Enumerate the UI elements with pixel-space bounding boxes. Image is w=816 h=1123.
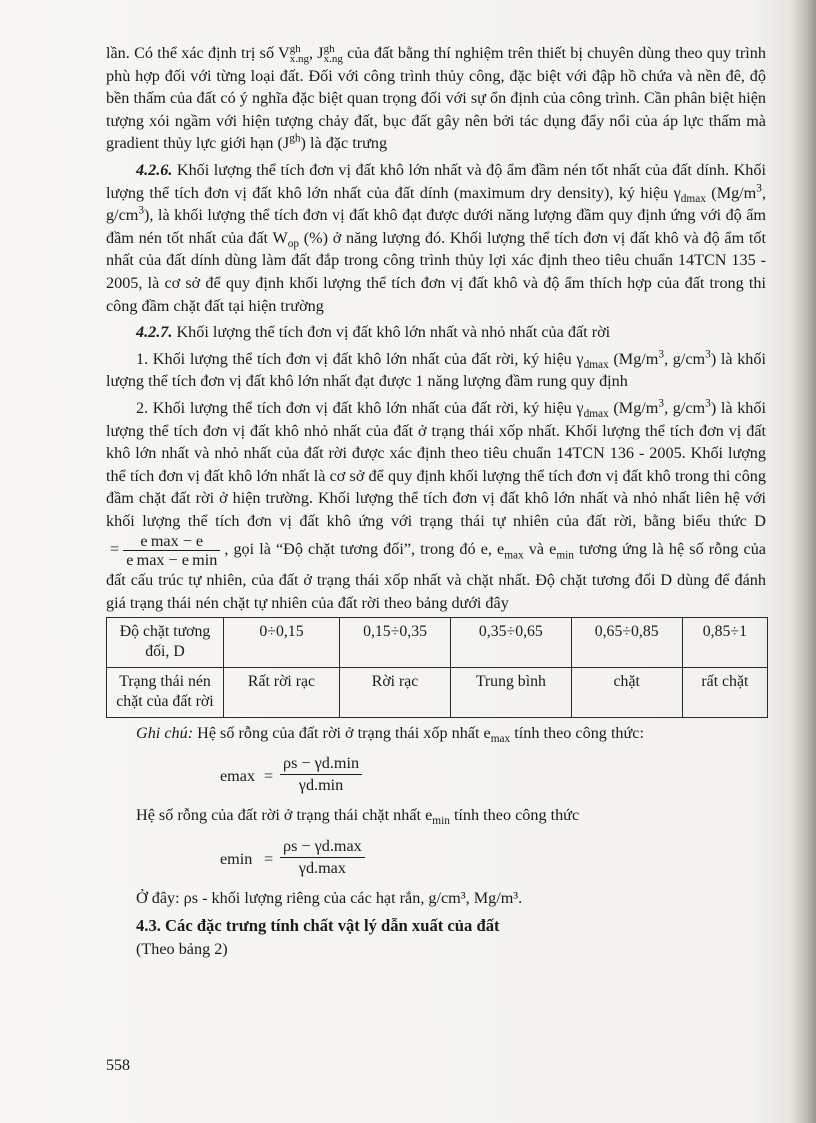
table-row [107,667,768,717]
where-definition: Ở đây: ρs - khối lượng riêng của các hạt rắn, g/cm³, Mg/m³. [136,888,523,907]
table-cell: 0,85÷1 [682,617,767,667]
paragraph-intro: lần. Có thể xác định trị số V gh x.ng , J gh x.ng của đất bằng thí nghiệm trên thiết bị chuyên dùng theo quy trình phù hợp đối với từng loại đất. Đối với công trình thủy công, đặc biệt với đập hồ chứa và nền đê, độ bền thấm của đất có ý nghĩa đặc biệt quan trọng đối với sự ổn định của công trình. Cần phân biệt hiện tượng xói ngầm với hiện tượng chảy đất, bục đất gây nên bởi tác dụng đẩy nổi của áp lực thấm mà gradient thủy lực giới hạn $(J^{gh})$ là đặc trưng [106,43,766,153]
relative-density-table [106,617,768,718]
table-header-cell: Trạng thái nén chặt của đất rời [107,667,224,717]
section-4-2-6: 4.2.6. Khối lượng thể tích đơn vị đất khô lớn nhất và độ ẩm đầm nén tốt nhất của đất dính. Khối lượng thể tích đơn vị đất khô lớn nhất của đất dính (maximum dry density), ký hiệu $\gamma_{dmax}$ ($Mg/m^3$, $g/cm^3$), là khối lượng thể tích đơn vị đất khô đạt được dưới năng lượng đầm quy định ứng với độ ẩm đầm nén tốt nhất của đất $W_{op}$ (%) ở năng lượng đó. Khối lượng thể tích đơn vị đất khô và độ ẩm tốt nhất của đất dính dùng làm đất đắp trong công trình thủy lợi xác định theo tiêu chuẩn 14TCN 135 - 2005, là cơ sở để quy định khối lượng thể tích đơn vị đất khô và độ ẩm thích hợp của đất trong thi công đầm chặt đất tại hiện trường [106,160,766,315]
page-edge-shadow [790,0,816,1123]
list-item-1: 1. Khối lượng thể tích đơn vị đất khô lớn nhất của đất rời, ký hiệu $\gamma_{dmax}$ ($Mg/m^3$, $g/cm^3$) là khối lượng thể tích đơn vị đất khô lớn nhất đạt được 1 năng lượng đầm rung quy định [106,348,766,391]
table-cell: 0,35÷0,65 [451,617,571,667]
page-number: 558 [106,1057,130,1074]
relative-density-formula: = $\frac{\text{e max − e}}{\text{e max − e min}}$ [110,532,220,569]
table-header-cell: Độ chặt tương đối, D [107,617,224,667]
section-4-3-subtitle: (Theo bảng 2) [136,940,228,959]
table-cell: Rất rời rạc [224,667,340,717]
table-cell: 0÷0,15 [224,617,340,667]
table-cell: 0,65÷0,85 [571,617,682,667]
emin-intro: Hệ số rỗng của đất rời ở trạng thái chặt nhất $e_{min}$ tính theo công thức [136,806,580,828]
emin-formula: emin = ρs − γd.max γd.max [220,833,766,881]
emax-formula: emax = ρs − γd.min γd.min [220,750,766,798]
table-cell: Rời rạc [339,667,450,717]
table-cell: rất chặt [682,667,767,717]
section-4-3-heading: 4.3. Các đặc trưng tính chất vật lý dẫn xuất của đất [136,916,500,936]
note-paragraph: Ghi chú: Hệ số rỗng của đất rời ở trạng thái xốp nhất $e_{max}$ tính theo công thức: [136,723,644,745]
table-cell: 0,15÷0,35 [339,617,450,667]
table-cell: Trung bình [451,667,571,717]
page-content [106,42,766,961]
table-row [107,617,768,667]
list-item-2: 2. Khối lượng thể tích đơn vị đất khô lớn nhất của đất rời, ký hiệu $\gamma_{dmax}$ ($Mg/m^3$, $g/cm^3$) là khối lượng thể tích đơn vị đất khô nhỏ nhất của đất ở trạng thái xốp nhất. Khối lượng thể tích đơn vị đất khô lớn nhất và nhỏ nhất của đất rời được xác định theo tiêu chuẩn 14TCN 136 - 2005. Khối lượng thể tích đơn vị đất khô lớn nhất là cơ sở để quy định khối lượng thể tích đơn vị đất khô trong thi công đầm chặt đất rời ở hiện trường. Khối lượng thể tích đơn vị đất khô lớn nhất và nhỏ nhất liên hệ với khối lượng thể tích đơn vị đất khô ứng với trạng thái tự nhiên của đất rời, bằng biểu thức D= $\frac{\text{e max − e}}{\text{e max − e min}}$ , gọi là “Độ chặt tương đối”, trong đó e, $e_{max}$ và $e_{min}$ tương ứng là hệ số rỗng của đất cấu trúc tự nhiên, của đất ở trạng thái xốp nhất và chặt nhất. Độ chặt tương đối D dùng để đánh giá trạng thái nén chặt tự nhiên của đất rời theo bảng dưới đây [106,397,766,613]
section-4-2-7: 4.2.7. Khối lượng thể tích đơn vị đất khô lớn nhất và nhỏ nhất của đất rời [136,323,611,342]
table-cell: chặt [571,667,682,717]
